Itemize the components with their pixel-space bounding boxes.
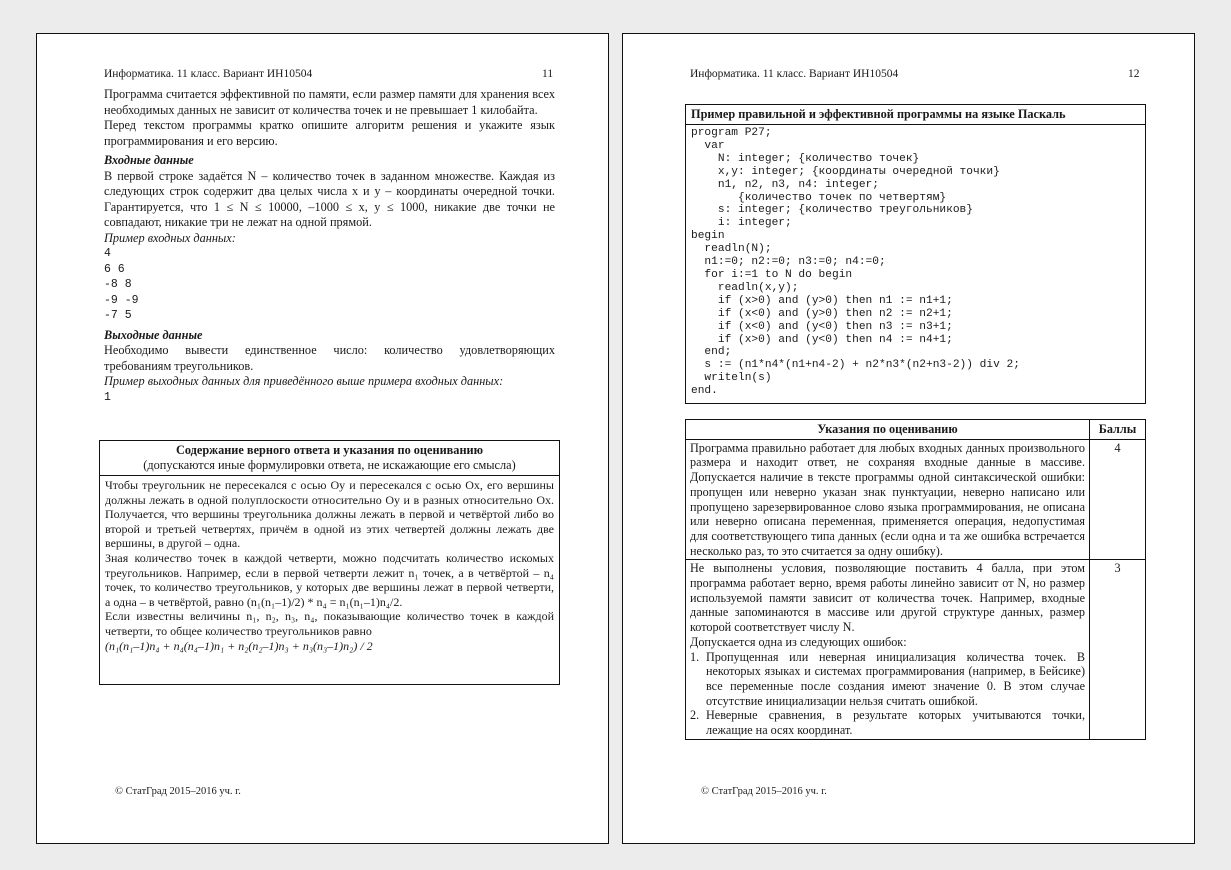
page-footer: © СтатГрад 2015–2016 уч. г. [115, 786, 241, 797]
page-footer: © СтатГрад 2015–2016 уч. г. [701, 786, 827, 797]
answer-paragraph: Зная количество точек в каждой четверти, можно подсчитать количество искомых треугольников. Например, если в первой четверти лежит n₁ точек, а в четвёртой – n₄ точек, то количество треугольников, у которых две вершины лежат в первой четверти, а одна – в четвёртой, равно (n₁(n₁–1)/2) * n₄ = n₁(n₁–1)n₄/2. [105, 550, 554, 609]
table-row [686, 439, 1146, 560]
grading-header-row [686, 420, 1146, 440]
score-cell: 3 [1090, 560, 1146, 739]
answer-box [99, 440, 560, 685]
answer-paragraph: Чтобы треугольник не пересекался с осью Oy и пересекался с осью Ox, его вершины должны лежать в одной полуплоскости относительно Oy и в разных относительно Ox. Получается, что вершины треугольника должны лежать в первой и четвёртой либо во второй и третьей четвертях, причём в одной из этих четвертей должны лежать две вершины, в другой – одна. [105, 478, 554, 551]
answer-box-header [100, 441, 559, 476]
list-item-text: Пропущенная или неверная инициализация количества точек. В некоторых языках и системах программирования (например, в Бейсике) все переменные после создания имеют значение 0. В этом случае отсутствие инициализации нельзя считать ошибкой. [706, 649, 1085, 708]
answer-box-title: Содержание верного ответа и указания по оцениванию [175, 443, 484, 457]
list-item [690, 650, 1085, 709]
answer-box-subtitle: (допускаются иные формулировки ответа, не искажающие его смысла) [143, 458, 516, 472]
program-code: program P27; var N: integer; {количество точек} x,y: integer; {координаты очередной точки} n1, n2, n3, n4: integer; {количество точек по четвертям} s: integer; {количество треугольников} i: integer; begin readln(N); n1:=0; n2:=0; n3:=0; n4:=0; for i:=1 to N do begin readln(x,y); if (x>0) and (y>0) then n1 := n1+1; if (x<0) and (y>0) then n2 := n2+1; if (x<0) and (y<0) then n3 := n3+1; if (x>0) and (y<0) then n4 := n4+1; end; s := (n1*n4*(n1+n4-2) + n2*n3*(n2+n3-2)) div 2; writeln(s) end. [691, 127, 1020, 398]
input-section-title: Входные данные [104, 153, 194, 167]
score-cell: 4 [1090, 439, 1146, 560]
grading-header: Указания по оцениванию [686, 420, 1090, 440]
page-number: 12 [1128, 68, 1140, 80]
intro-paragraph: Перед текстом программы кратко опишите алгоритм решения и укажите язык программирования и его версию. [104, 118, 555, 148]
input-example-label: Пример входных данных: [104, 230, 236, 245]
score-header: Баллы [1090, 420, 1146, 440]
list-item-number: 2. [690, 708, 700, 723]
list-item [690, 708, 1085, 737]
page-header: Информатика. 11 класс. Вариант ИН10504 [690, 68, 899, 80]
criterion-text: Допускается одна из следующих ошибок: [690, 634, 907, 649]
input-description: В первой строке задаётся N – количество точек в заданном множестве. Каждая из следующих строк содержит два целых числа x и y – координаты очередной точки. Гарантируется, что 1 ≤ N ≤ 10000, –1000 ≤ x, y ≤ 1000, никакие две точки не совпадают, никакие три не лежат на одной прямой. [104, 168, 555, 229]
answer-formula: (n₁(n₁–1)n₄ + n₄(n₄–1)n₁ + n₂(n₂–1)n₃ + n₃(n₃–1)n₂) / 2 [105, 638, 373, 653]
output-example-label: Пример выходных данных для приведённого выше примера входных данных: [104, 374, 504, 388]
page-12 [622, 33, 1195, 844]
output-example: 1 [104, 390, 111, 404]
page-header: Информатика. 11 класс. Вариант ИН10504 [104, 68, 313, 80]
grading-table [685, 419, 1146, 740]
output-section-title: Выходные данные [104, 327, 203, 342]
answer-paragraph: Если известны величины n₁, n₂, n₃, n₄, показывающие количество точек в каждой четверти, то общее количество треугольников равно [105, 609, 554, 638]
table-row [686, 560, 1146, 739]
page-11 [36, 33, 609, 844]
page-number: 11 [542, 68, 554, 80]
output-description: Необходимо вывести единственное число: количество удовлетворяющих требованиям треугольников. [104, 343, 555, 373]
intro-paragraph: Программа считается эффективной по памяти, если размер памяти для хранения всех необходимых данных не зависит от количества точек и не превышает 1 килобайта. [104, 87, 555, 117]
input-example: 4 6 6 -8 8 -9 -9 -7 5 [104, 247, 139, 322]
task-text [104, 87, 555, 405]
criterion-text: Программа правильно работает для любых входных данных произвольного размера и находит ответ, не сохраняя входные данные в массиве. Допускается наличие в тексте программы одной синтаксической ошибки: пропущен или неверно указан знак пунктуации, неверно написано или пропущено зарезервированное слово языка программирования, не описана или неверно описана переменная, применяется операция, недопустимая для соответствующего типа данных (если одна и та же ошибка встречается несколько раз, то это считается за одну ошибку). [686, 439, 1090, 560]
criterion-cell [686, 560, 1090, 739]
list-item-text: Неверные сравнения, в результате которых учитываются точки, лежащие на осях координат. [706, 708, 1085, 738]
list-item-number: 1. [690, 649, 700, 664]
program-title: Пример правильной и эффективной программы на языке Паскаль [686, 105, 1145, 125]
criterion-text: Не выполнены условия, позволяющие поставить 4 балла, при этом программа работает верно, время работы линейно зависит от N, но размер используемой памяти зависит от количества точек. Например, входные данные запоминаются в массиве или другой структуре данных, размер которой соответствует числу N. [690, 561, 1085, 635]
answer-box-body [100, 476, 559, 655]
program-box [685, 104, 1146, 404]
